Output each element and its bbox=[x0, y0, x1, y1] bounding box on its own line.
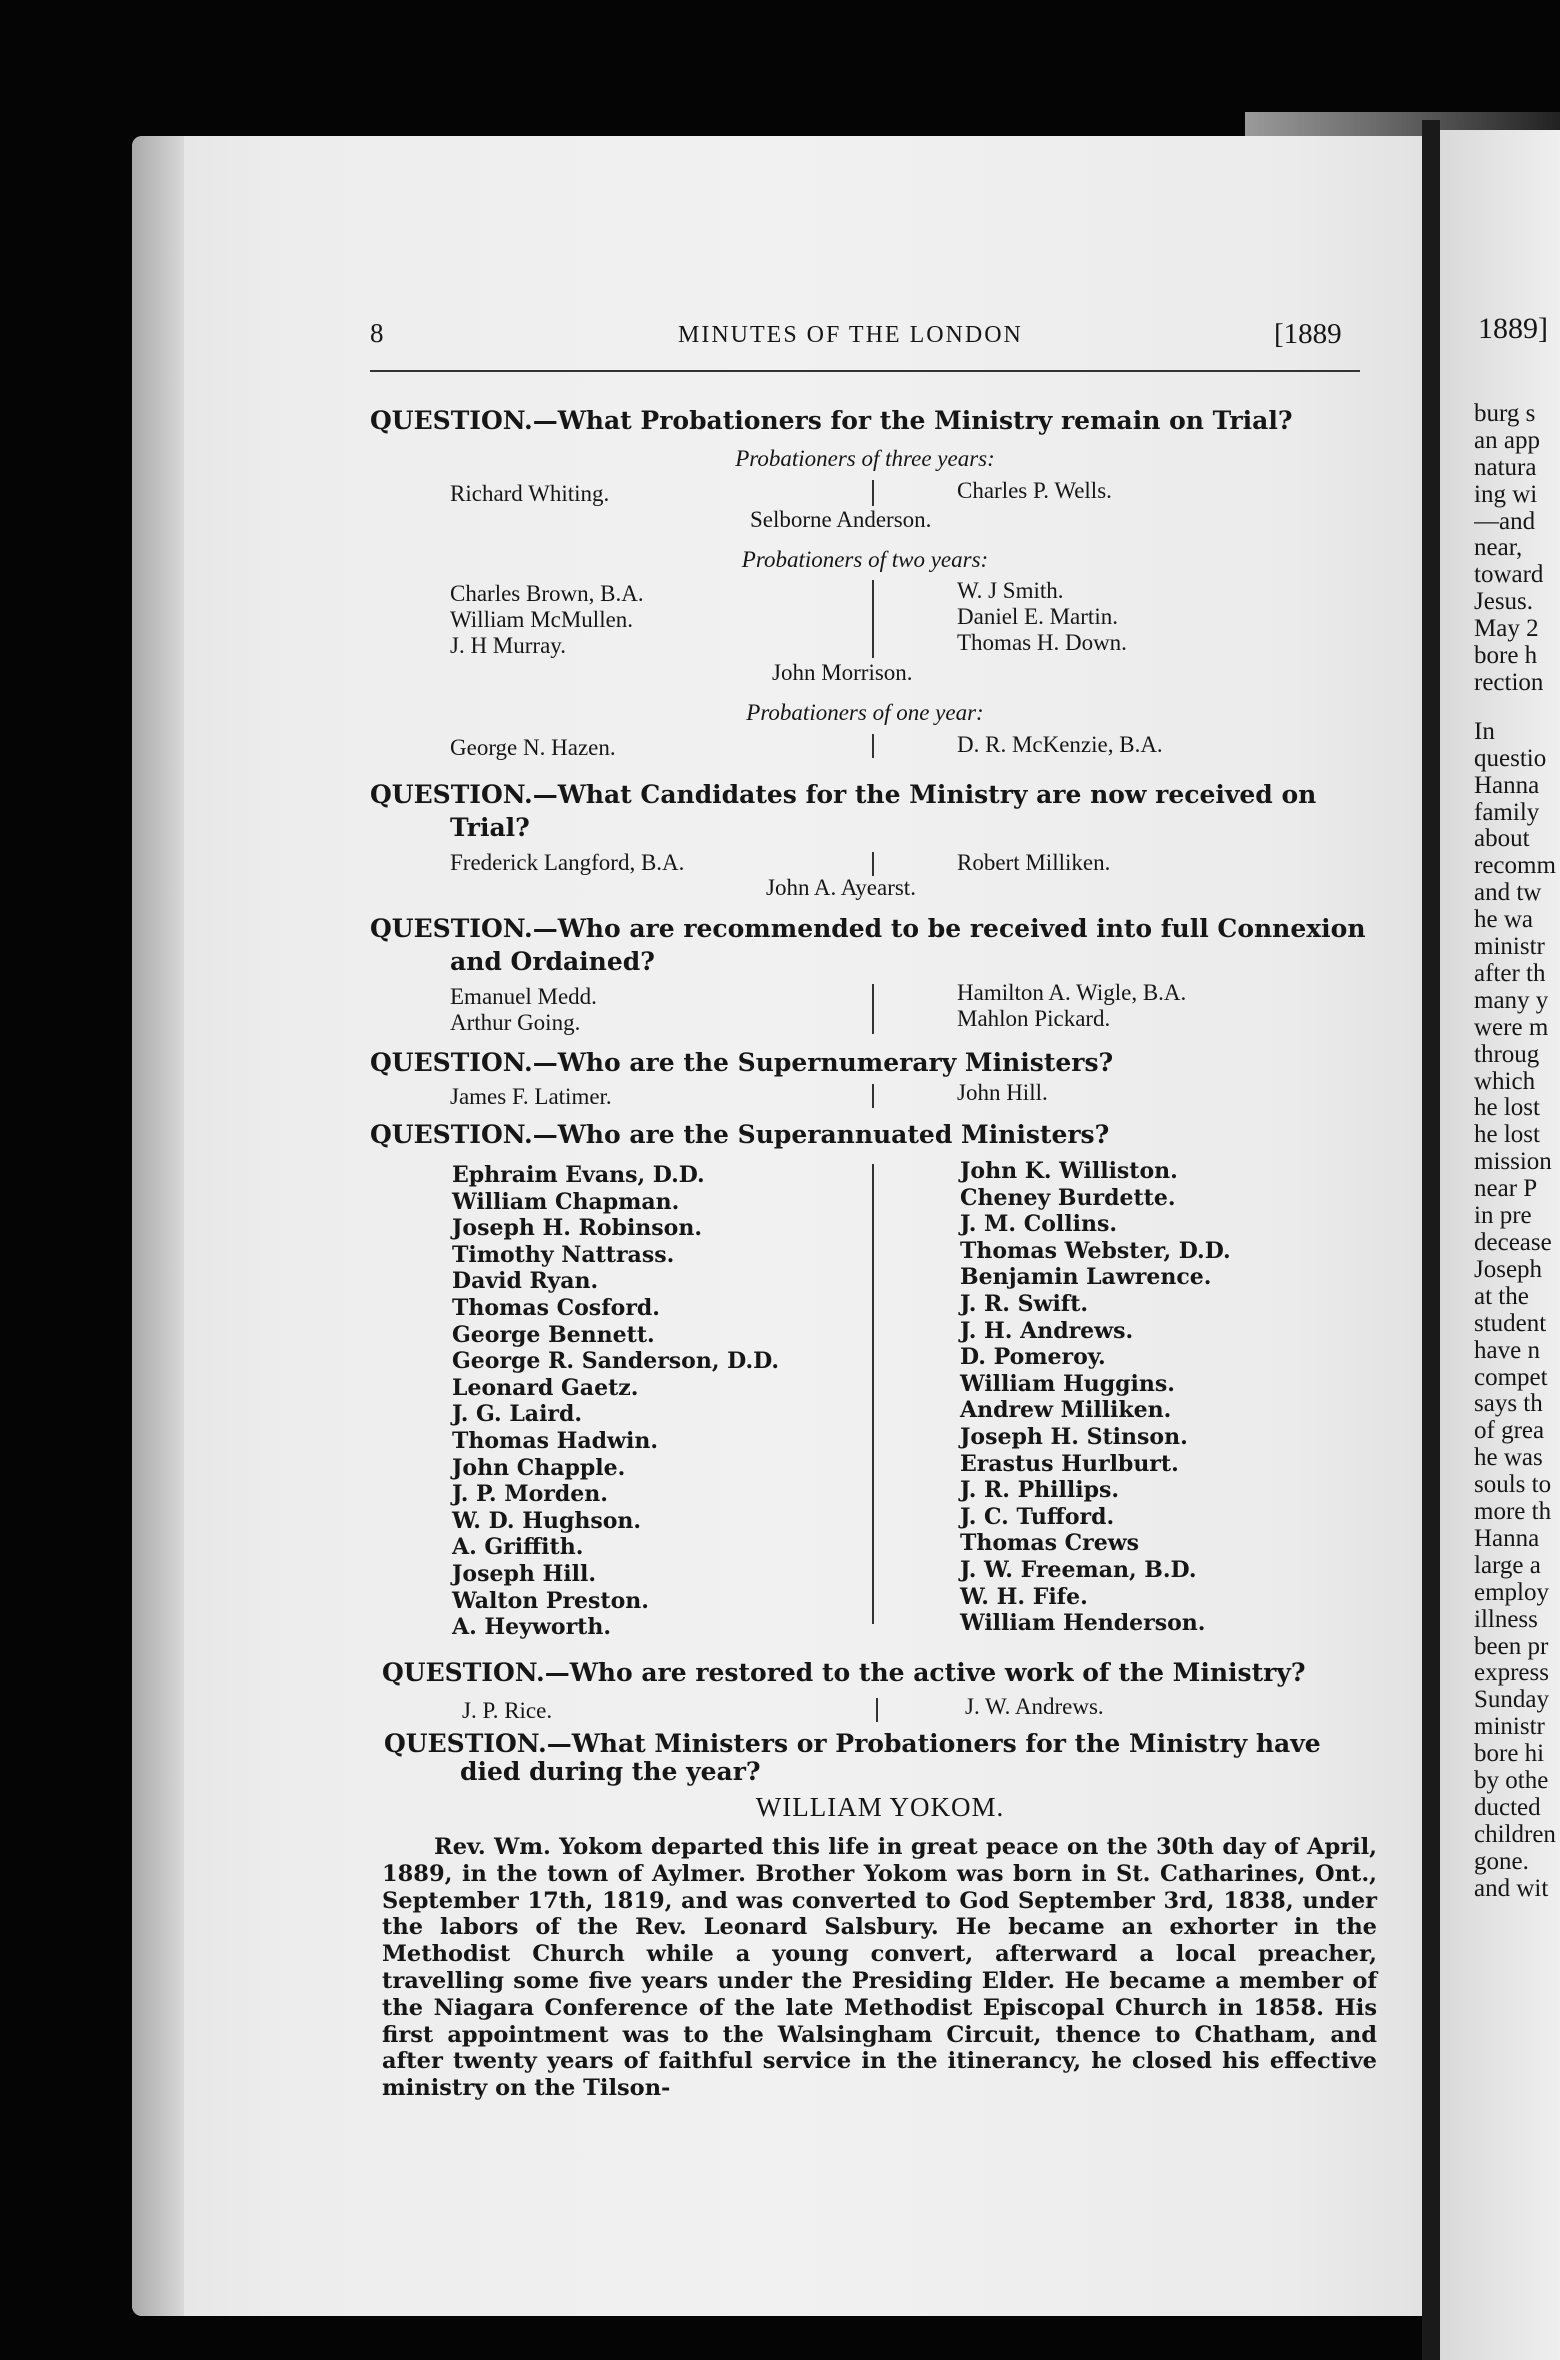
name-three-right: Charles P. Wells. bbox=[957, 478, 1112, 503]
list-item: A. Heyworth. bbox=[452, 1614, 611, 1641]
question-supernumerary: QUESTION.—Who are the Supernumerary Ministers? bbox=[370, 1048, 1114, 1077]
right-page-line: Hanna bbox=[1474, 1525, 1540, 1552]
connexion-right-1: Hamilton A. Wigle, B.A. bbox=[957, 980, 1187, 1005]
page-fold-shadow bbox=[132, 136, 184, 2316]
column-divider bbox=[872, 1084, 874, 1108]
list-item: John K. Williston. bbox=[960, 1158, 1178, 1184]
list-item: J. C. Tufford. bbox=[960, 1503, 1115, 1530]
superannuated-right-list bbox=[960, 1158, 1231, 1637]
right-page-line: and wit bbox=[1474, 1875, 1549, 1902]
question-candidates-line1: QUESTION.—What Candidates for the Ministry are now received on bbox=[370, 780, 1317, 809]
connexion-left-1: Emanuel Medd. bbox=[450, 984, 597, 1009]
list-item: Thomas Cosford. bbox=[452, 1294, 660, 1321]
right-page-line: he lost bbox=[1474, 1094, 1540, 1121]
column-divider bbox=[872, 1164, 874, 1624]
right-page-line: employ bbox=[1474, 1579, 1549, 1606]
right-page-line: —and bbox=[1474, 508, 1536, 535]
question-candidates bbox=[370, 778, 1380, 844]
name-two-left-1: Charles Brown, B.A. bbox=[450, 581, 644, 606]
label-three-years: Probationers of three years: bbox=[735, 446, 995, 471]
list-item: William Huggins. bbox=[960, 1370, 1175, 1397]
right-page-line: Hanna bbox=[1474, 772, 1540, 799]
restored-right: J. W. Andrews. bbox=[965, 1694, 1104, 1719]
list-item: Thomas Hadwin. bbox=[452, 1427, 658, 1454]
list-item: Joseph H. Stinson. bbox=[960, 1423, 1188, 1450]
right-page-line: more th bbox=[1474, 1498, 1552, 1525]
name-two-left-3: J. H Murray. bbox=[450, 633, 567, 658]
right-page-line: he lost bbox=[1474, 1121, 1540, 1148]
right-page-line: have n bbox=[1474, 1337, 1540, 1364]
right-page-line: illness bbox=[1474, 1606, 1538, 1633]
question-probationers: QUESTION.—What Probationers for the Ministry remain on Trial? bbox=[370, 406, 1293, 435]
right-page-line: May 2 bbox=[1474, 615, 1539, 642]
right-page-line: at the bbox=[1474, 1283, 1529, 1310]
right-page-line: near, bbox=[1474, 534, 1523, 561]
name-two-right-3: Thomas H. Down. bbox=[957, 630, 1127, 655]
right-page-line: by othe bbox=[1474, 1767, 1549, 1794]
column-divider bbox=[876, 1698, 878, 1722]
right-page-line: toward bbox=[1474, 561, 1544, 588]
list-item: Joseph H. Robinson. bbox=[452, 1215, 703, 1242]
question-full-connexion-line2: and Ordained? bbox=[450, 947, 655, 976]
list-item: George Bennett. bbox=[452, 1321, 655, 1348]
column-divider bbox=[872, 984, 874, 1034]
connexion-left-2: Arthur Going. bbox=[450, 1010, 581, 1035]
question-full-connexion bbox=[370, 912, 1380, 978]
superannuated-left-list bbox=[452, 1162, 779, 1641]
name-three-left: Richard Whiting. bbox=[450, 481, 610, 506]
right-page-line: children bbox=[1474, 1821, 1556, 1848]
book-gutter bbox=[1422, 120, 1440, 2360]
obituary-text: Rev. Wm. Yokom departed this life in great peace on the 30th day of April, 1889, in the town of Aylmer. Brother Yokom was born in St. Catharines, Ont., September 17th, 1819, and was converted to God September 3rd, 1838, under the labors of the Rev. Leonard Salsbury. He became an exhorter in the Methodist Church while a young convert, afterward a local preacher, travelling some five years under the Presiding Elder. He became a member of the Niagara Conference of the late Methodist Episcopal Church in 1858. His first appointment was to the Walsingham Circuit, thence to Chatham, and after twenty years of faithful service in the itinerancy, he closed his effective ministry on the Tilson- bbox=[382, 1834, 1377, 2102]
right-page-line: ministr bbox=[1474, 933, 1545, 960]
right-page-line: decease bbox=[1474, 1229, 1552, 1256]
right-page-line: bore h bbox=[1474, 642, 1538, 669]
right-page-line: many y bbox=[1474, 987, 1549, 1014]
list-item: Andrew Milliken. bbox=[960, 1397, 1172, 1424]
header-year: [1889 bbox=[1274, 318, 1342, 350]
right-page-line: ducted bbox=[1474, 1794, 1541, 1821]
right-page-line: an app bbox=[1474, 427, 1540, 454]
list-item: Thomas Webster, D.D. bbox=[960, 1237, 1231, 1264]
running-header bbox=[370, 318, 1360, 358]
candidate-left: Frederick Langford, B.A. bbox=[450, 850, 685, 875]
right-page-line: says th bbox=[1474, 1390, 1543, 1417]
list-item: George R. Sanderson, D.D. bbox=[452, 1348, 780, 1375]
list-item: Erastus Hurlburt. bbox=[960, 1450, 1179, 1477]
right-page-line: been pr bbox=[1474, 1633, 1549, 1660]
list-item: J. R. Phillips. bbox=[960, 1477, 1120, 1504]
right-page-line: large a bbox=[1474, 1552, 1541, 1579]
right-page-line: near P bbox=[1474, 1175, 1538, 1202]
question-restored: QUESTION.—Who are restored to the active work of the Ministry? bbox=[382, 1658, 1306, 1687]
right-page-line: after th bbox=[1474, 960, 1546, 987]
header-rule bbox=[370, 370, 1360, 372]
list-item: J. R. Swift. bbox=[960, 1290, 1089, 1317]
name-one-right: D. R. McKenzie, B.A. bbox=[957, 732, 1163, 757]
right-page-line: in pre bbox=[1474, 1202, 1532, 1229]
question-candidates-line2: Trial? bbox=[450, 813, 530, 842]
right-page-line: of grea bbox=[1474, 1417, 1545, 1444]
right-page-line: throug bbox=[1474, 1041, 1540, 1068]
list-item: Ephraim Evans, D.D. bbox=[452, 1162, 705, 1188]
list-item: W. H. Fife. bbox=[960, 1583, 1088, 1610]
right-page-line: recomm bbox=[1474, 852, 1556, 879]
list-item: William Chapman. bbox=[452, 1188, 680, 1215]
right-page-line: and tw bbox=[1474, 879, 1542, 906]
name-two-center: John Morrison. bbox=[772, 660, 913, 685]
label-one-year: Probationers of one year: bbox=[746, 700, 984, 725]
right-page-line: were m bbox=[1474, 1014, 1549, 1041]
right-page-line: ministr bbox=[1474, 1713, 1545, 1740]
column-divider bbox=[872, 734, 874, 758]
right-page-line: he was bbox=[1474, 1444, 1543, 1471]
connexion-right-2: Mahlon Pickard. bbox=[957, 1006, 1111, 1031]
right-page-line: he wa bbox=[1474, 906, 1533, 933]
right-page-line: Joseph bbox=[1474, 1256, 1543, 1283]
list-item: D. Pomeroy. bbox=[960, 1344, 1106, 1371]
right-page-line: which bbox=[1474, 1068, 1536, 1095]
right-page-line: rection bbox=[1474, 669, 1544, 696]
right-page-line: family bbox=[1474, 799, 1540, 826]
page-title: MINUTES OF THE LONDON bbox=[678, 322, 1023, 348]
list-item: J. P. Morden. bbox=[452, 1481, 608, 1508]
supernumerary-left: James F. Latimer. bbox=[450, 1084, 612, 1109]
list-item: J. H. Andrews. bbox=[960, 1317, 1134, 1344]
page-number: 8 bbox=[370, 318, 384, 348]
list-item: Timothy Nattrass. bbox=[452, 1241, 675, 1268]
list-item: Leonard Gaetz. bbox=[452, 1374, 639, 1401]
right-page-line: Jesus. bbox=[1474, 588, 1534, 615]
list-item: William Henderson. bbox=[960, 1610, 1206, 1637]
list-item: J. M. Collins. bbox=[960, 1211, 1117, 1238]
candidate-right: Robert Milliken. bbox=[957, 850, 1111, 875]
list-item: David Ryan. bbox=[452, 1268, 599, 1295]
right-page-line: souls to bbox=[1474, 1471, 1552, 1498]
question-died-line2: died during the year? bbox=[460, 1757, 761, 1786]
list-item: A. Griffith. bbox=[452, 1534, 584, 1561]
question-full-connexion-line1: QUESTION.—Who are recommended to be received into full Connexion bbox=[370, 914, 1366, 943]
list-item: Cheney Burdette. bbox=[960, 1184, 1176, 1211]
candidate-center: John A. Ayearst. bbox=[766, 875, 916, 900]
name-two-left-2: William McMullen. bbox=[450, 607, 634, 632]
obituary-title: WILLIAM YOKOM. bbox=[755, 1792, 1005, 1822]
right-page-line: In bbox=[1474, 718, 1495, 745]
list-item: Joseph Hill. bbox=[452, 1560, 597, 1587]
question-died bbox=[384, 1730, 1394, 1786]
list-item: John Chapple. bbox=[452, 1454, 626, 1481]
right-page-line: compet bbox=[1474, 1364, 1548, 1391]
right-page-line: student bbox=[1474, 1310, 1547, 1337]
right-page-line: burg s bbox=[1474, 400, 1536, 427]
right-page-line: natura bbox=[1474, 454, 1537, 481]
name-two-right-1: W. J Smith. bbox=[957, 578, 1064, 603]
column-divider bbox=[872, 852, 874, 876]
right-page-header: 1889] bbox=[1478, 312, 1548, 345]
right-page-line: express bbox=[1474, 1659, 1549, 1686]
list-item: J. G. Laird. bbox=[452, 1401, 583, 1428]
list-item: Thomas Crews bbox=[960, 1530, 1140, 1557]
right-page-line: about bbox=[1474, 825, 1530, 852]
question-superannuated: QUESTION.—Who are the Superannuated Ministers? bbox=[370, 1120, 1110, 1149]
right-page-line: questio bbox=[1474, 745, 1547, 772]
list-item: Walton Preston. bbox=[452, 1587, 649, 1614]
right-page-line: gone. bbox=[1474, 1848, 1529, 1875]
list-item: Benjamin Lawrence. bbox=[960, 1264, 1212, 1291]
name-one-left: George N. Hazen. bbox=[450, 735, 616, 760]
right-page-line: bore hi bbox=[1474, 1740, 1545, 1767]
right-page-line: ing wi bbox=[1474, 481, 1538, 508]
question-died-line1: QUESTION.—What Ministers or Probationers for the Ministry have bbox=[384, 1729, 1321, 1758]
list-item: W. D. Hughson. bbox=[452, 1507, 642, 1534]
list-item: J. W. Freeman, B.D. bbox=[960, 1556, 1197, 1583]
name-two-right-2: Daniel E. Martin. bbox=[957, 604, 1118, 629]
column-divider bbox=[872, 480, 874, 506]
supernumerary-right: John Hill. bbox=[957, 1080, 1048, 1105]
column-divider bbox=[872, 580, 874, 658]
right-page-line: Sunday bbox=[1474, 1686, 1549, 1713]
name-three-center: Selborne Anderson. bbox=[750, 507, 932, 532]
right-page-line: mission bbox=[1474, 1148, 1552, 1175]
restored-left: J. P. Rice. bbox=[462, 1698, 553, 1723]
label-two-years: Probationers of two years: bbox=[741, 547, 989, 572]
